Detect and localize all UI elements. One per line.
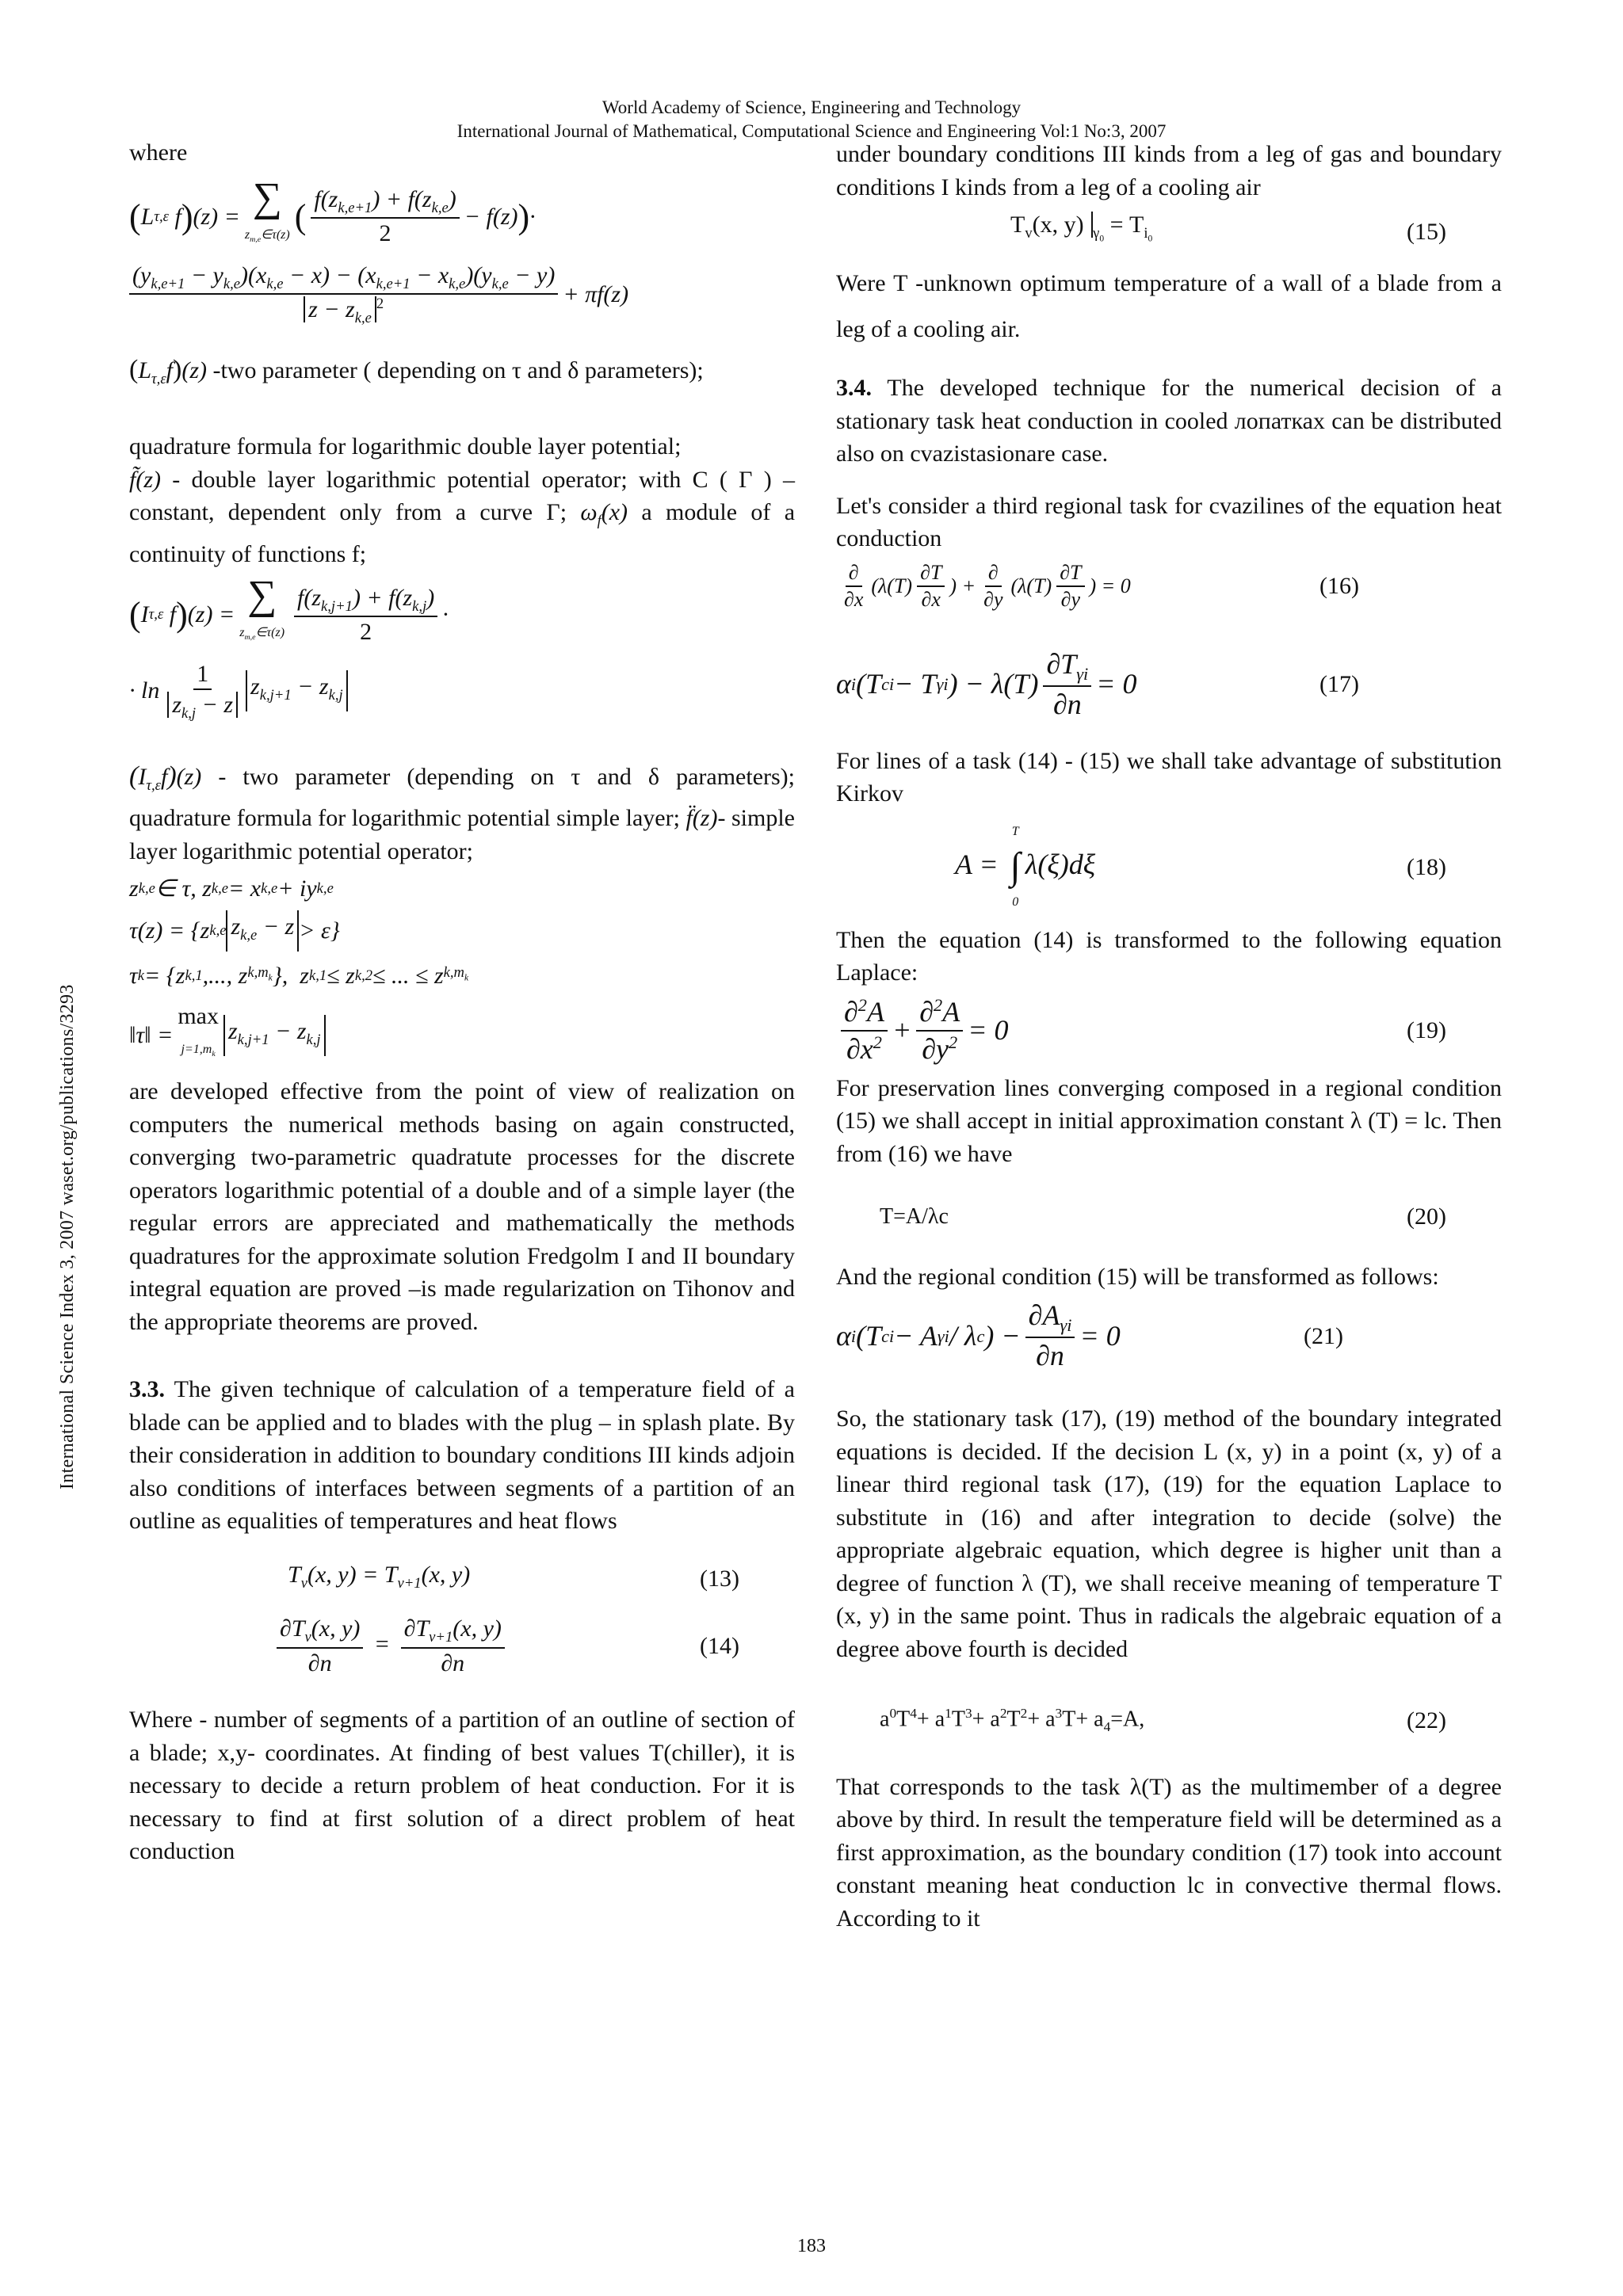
formula-20 — [836, 1200, 1502, 1234]
op-I-paragraph: $(I_{\tau,\varepsilon}f)(z)$ - two parameter (depending on τ and δ parameters); quadrature formula for logarithmic potential simple layer; f̈(z)- simple layer logarithmic potential operator; — [129, 761, 795, 864]
formula-L-operator-cont: $\frac{(y_{k,e+1} - y_{k,e})(x_{k,e} - x) - (x_{k,e+1} - x_{k,e})(y_{k,e} - y)}{z - z_{k,e}^2}$ + πf(z) — [129, 261, 795, 327]
right-column — [836, 138, 1502, 1935]
formula-I-operator: ( I τ,ε f ) (z) = ∑ $z_{m,e}\in\tau(z)$ $\frac{f(z_{k,j+1}) + f(z_{k,j})}{2}$ · — [129, 573, 449, 645]
omega-text: a module of a continuity of functions f; — [129, 499, 796, 567]
right-p7: And the regional condition (15) will be transformed as follows: — [836, 1263, 1439, 1290]
f-dd-text: - simple layer logarithmic potential operator; — [129, 805, 795, 864]
eq-number-14: (14) — [700, 1633, 739, 1660]
page-number: 183 — [797, 2236, 826, 2256]
section-3-3-label: 3.3. — [129, 1376, 165, 1403]
right-p4: For lines of a task (14) - (15) we shall take advantage of substitution Kirkov — [836, 747, 1502, 807]
right-p1: under boundary conditions III kinds from a leg of gas and boundary conditions I kinds from a leg of a cooling air — [836, 141, 1502, 200]
eq-number-18: (18) — [1407, 853, 1446, 880]
sidebar-citation: International Science Index 3, 2007 waset.org/publications/3293 — [57, 984, 78, 1489]
section-3-3-text: The given technique of calculation of a temperature field of a blade can be applied and to blades with the plug – in splash plate. By their consideration in addition to boundary conditions III kinds adjoin also conditions of interfaces between segments of a partition of an outline as equalities of temperatures and heat flows — [129, 1376, 795, 1535]
right-p2: Were T -unknown optimum temperature of a wall of a blade from a leg of a cooling air. — [836, 270, 1502, 343]
right-p9: That corresponds to the task λ(T) as the multimember of a degree above by third. In result the temperature field will be determined as a first approximation, as the boundary condition (17) took into account constant meaning heat conduction lc in convective thermal flows. According to it — [836, 1773, 1502, 1932]
formula-tau-norm: ‖τ‖ = max $j=1,m_k$ $z_{k,j+1} - z_{k,j}$ — [129, 1000, 795, 1070]
formula-15: $T_v(x$, y) $_{\gamma_0} = T_{i_0}$ (15) — [836, 208, 1502, 256]
body1: are developed effective from the point of view of realization on computers the numerical methods basing on again constructed, converging two-parametric quadratute processes for the discrete operators logarithmic potential of a double and of a simple layer (the regular errors are appreciated and mathematically the methods quadratures for the approximate solution Fredgolm I and II boundary integral equation are proved –is made regularization on Tihonov and the appropriate theorems are proved. — [129, 1078, 795, 1335]
eq-number-21: (21) — [1304, 1322, 1343, 1349]
op-I-desc: - two parameter (depending on τ and δ parameters); quadrature formula for logarithmic potential simple layer; — [129, 763, 795, 832]
op-L-paragraph: $(L_{\tau,\varepsilon}f)(z)$ -two parameter ( depending on τ and δ parameters); — [129, 354, 704, 387]
f-tilde-text: - double layer logarithmic potential operator; with C ( Γ ) – constant, dependent only from a curve Γ; — [129, 466, 795, 526]
formula-z-def: z k,e ∈ τ, z k,e = x k,e + iy k,e — [129, 875, 334, 902]
formula-L-operator: ( L τ,ε f ) (z) = ∑ $z_{m,e}\in\tau(z)$ ( $\frac{f(z_{k,e+1}) + f(z_{k,e})}{2}$ − f(z) ) · — [129, 174, 536, 247]
formula-14: $\frac{\partial T_v(x, y)}{\partial n}$ = $\frac{\partial T_{v+1}(x, y)}{\partial n}$ (14) — [129, 1614, 795, 1678]
section-3-4 — [836, 372, 1502, 471]
eq-number-22: (22) — [1407, 1707, 1446, 1733]
quad-text: quadrature formula for logarithmic double layer potential; — [129, 433, 682, 460]
formula-I-operator-cont: · ln $\frac{1}{z_{k,j} - z}$ $z_{k,j+1} - z_{k,j}$ — [129, 659, 795, 723]
formula-22: $a^0T^4+ a^1T^3+ a^2T^2+ a^3T+ a_4=A$, (22) — [836, 1697, 1502, 1743]
eq-number-16: (16) — [1319, 573, 1359, 600]
formula-16: $\frac{\partial}{\partial x}$ (λ(T) $\frac{\partial T}{\partial x}$ ) + $\frac{\partial}{\partial y}$ (λ(T) $\frac{\partial T}{\partial y}$ ) = 0 (16) — [844, 560, 1359, 612]
section-3-3 — [129, 1373, 795, 1538]
section-3-4-text: The developed technique for the numerical decision of a stationary task heat conduction in cooled лопатках can be distributed also on cvazistasionare case. — [836, 375, 1502, 467]
right-p8: So, the stationary task (17), (19) method of the boundary integrated equations is decided. If the decision L (x, y) in a point (x, y) of a linear third regional task (17), (19) for the equation Laplace to substitute in (16) and after integration to decide (solve) the appropriate algebraic equation, which degree is higher unit than a degree of function λ (T), we shall receive meaning of temperature T (x, y) in the same point. Thus in radicals the algebraic equation of a degree above fourth is decided — [836, 1405, 1502, 1662]
eq-number-20: (20) — [1407, 1203, 1446, 1230]
formula-tau-k: τ k = {z k,1 ,..., z $k,m_k$ }, z k,1 ≤ z k,2 ≤ ... ≤ z $k,m_k$ — [129, 962, 469, 989]
f-tilde-paragraph: f̃(z) - double layer logarithmic potential operator; with C ( Γ ) – constant, dependent only from a curve Γ; $\omega_f(x)$ a module of a continuity of functions f; — [129, 466, 796, 567]
formula-tau-z: τ(z) = {z k,e $z_{k,e} - z$ > ε} — [129, 910, 795, 952]
eq20-text: T=A/λc — [880, 1204, 949, 1230]
eq-number-19: (19) — [1407, 1017, 1446, 1044]
body2: Where - number of segments of a partition of an outline of section of a blade; x,y- coordinates. At finding of best values T(chiller), it is necessary to decide a return problem of heat conduction. For it is necessary to find at first solution of a direct problem of heat conduction — [129, 1707, 795, 1865]
right-p5: Then the equation (14) is transformed to the following equation Laplace: — [836, 926, 1502, 986]
eq-number-17: (17) — [1319, 671, 1359, 697]
eq-number-13: (13) — [700, 1566, 739, 1592]
left-column — [129, 136, 795, 1868]
formula-18: A = T ∫ 0 λ(ξ)dξ (18) — [955, 824, 1446, 910]
eq-number-15: (15) — [1407, 219, 1446, 246]
formula-17: α i (T ci − T γi ) − λ(T) $\frac{\partial T_{\gamma i}}{\partial n}$ = 0 (17) — [836, 647, 1359, 720]
where-label: where — [129, 139, 188, 166]
journal-header-line1: World Academy of Science, Engineering and Technology — [601, 97, 1022, 117]
journal-header-line2: International Journal of Mathematical, Computational Science and Engineering Vol:1 No:3, 2007 — [456, 121, 1167, 141]
right-p6: For preservation lines converging composed in a regional condition (15) we shall accept in initial approximation constant λ (T) = lc. Then from (16) we have — [836, 1074, 1502, 1167]
formula-21: α i (T ci − A γi / λ c ) − $\frac{\partial A_{\gamma i}}{\partial n}$ = 0 (21) — [836, 1299, 1343, 1372]
formula-13: $T_v(x$, $y) = T_{v+1}(x$, y) (13) — [129, 1558, 795, 1600]
section-3-4-label: 3.4. — [836, 375, 872, 402]
op-L-desc: -two parameter ( depending on τ and δ parameters); — [212, 357, 704, 383]
right-p3: Let's consider a third regional task for cvazilines of the equation heat conduction — [836, 492, 1502, 552]
formula-19: $\frac{\partial^2A}{\partial x^2}$ + $\frac{\partial^2A}{\partial y^2}$ = 0 (19) — [836, 994, 1502, 1067]
